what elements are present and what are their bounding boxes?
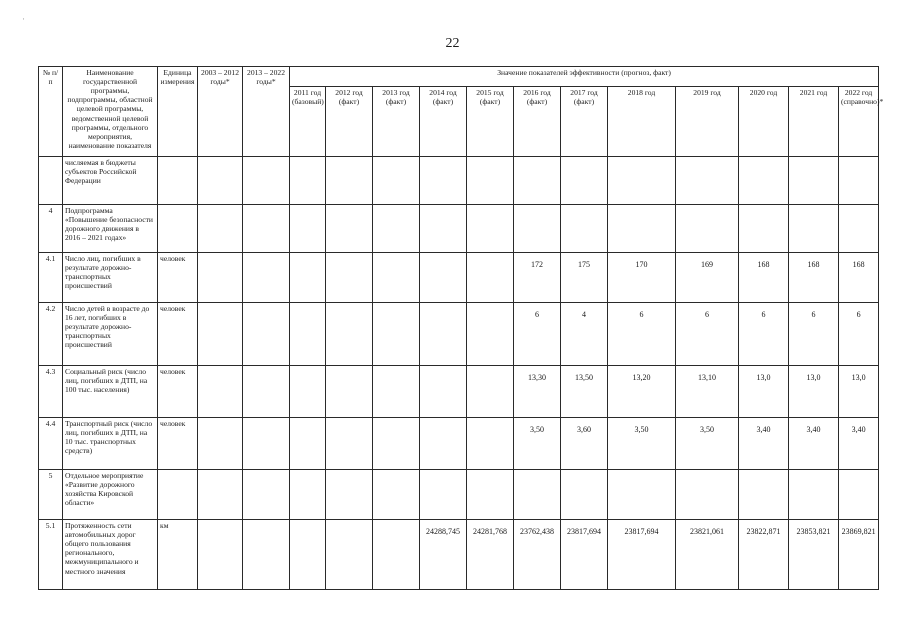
table-row [39,157,879,205]
table-row [39,520,879,590]
value-cell [290,253,326,303]
value-cell [290,418,326,470]
table-row [39,418,879,470]
indicator-name: числяемая в бюджеты субъектов Российской Федерации [63,157,158,205]
value-cell [676,157,739,205]
row-number: 4 [39,205,63,253]
value-cell [290,205,326,253]
cell-2013-2022 [243,520,290,590]
cell-2013-2022 [243,253,290,303]
header-name: Наименование государственной программы, подпрограммы, областной целевой программы, ведомственной целевой программы, отдельного мероприятия, наименование показателя [63,67,158,157]
row-number: 5 [39,470,63,520]
value-cell: 6 [676,303,739,366]
value-cell: 3,50 [608,418,676,470]
value-cell [467,470,514,520]
value-cell [420,253,467,303]
value-cell: 23853,821 [789,520,839,590]
header-year: 2019 год [676,87,739,157]
value-cell [290,520,326,590]
row-number: 4.1 [39,253,63,303]
value-cell: 6 [839,303,879,366]
cell-2003-2012 [198,253,243,303]
value-cell: 168 [739,253,789,303]
value-cell [467,303,514,366]
table-row [39,303,879,366]
indicator-name: Число лиц, погибших в результате дорожно-транспортных происшествий [63,253,158,303]
unit-cell: человек [158,253,198,303]
value-cell [290,303,326,366]
value-cell [514,470,561,520]
header-unit: Единица измерения [158,67,198,157]
row-number: 4.3 [39,366,63,418]
unit-cell [158,205,198,253]
value-cell [561,157,608,205]
header-year: 2016 год (факт) [514,87,561,157]
header-no: № п/п [39,67,63,157]
cell-2013-2022 [243,157,290,205]
value-cell: 6 [739,303,789,366]
header-year: 2017 год (факт) [561,87,608,157]
value-cell: 24281,768 [467,520,514,590]
indicator-name: Подпрограмма «Повышение безопасности дорожного движения в 2016 – 2021 годах» [63,205,158,253]
value-cell: 3,40 [739,418,789,470]
cell-2003-2012 [198,205,243,253]
cell-2013-2022 [243,303,290,366]
value-cell [789,470,839,520]
row-number: 5.1 [39,520,63,590]
cell-2003-2012 [198,303,243,366]
value-cell [326,470,373,520]
value-cell [608,157,676,205]
value-cell [373,253,420,303]
value-cell [561,205,608,253]
value-cell [326,418,373,470]
value-cell: 13,50 [561,366,608,418]
header-year: 2011 год (базовый) [290,87,326,157]
value-cell [467,253,514,303]
value-cell: 168 [839,253,879,303]
unit-cell: человек [158,366,198,418]
header-2003-2012: 2003 – 2012 годы* [198,67,243,157]
value-cell [420,303,467,366]
unit-cell: человек [158,418,198,470]
value-cell: 23817,694 [561,520,608,590]
cell-2003-2012 [198,157,243,205]
value-cell [326,303,373,366]
value-cell: 23762,438 [514,520,561,590]
value-cell [326,366,373,418]
value-cell [420,418,467,470]
table-row [39,470,879,520]
value-cell [420,366,467,418]
value-cell: 175 [561,253,608,303]
value-cell [373,205,420,253]
value-cell: 23869,821 [839,520,879,590]
value-cell [739,157,789,205]
value-cell: 13,10 [676,366,739,418]
cell-2003-2012 [198,520,243,590]
value-cell [467,418,514,470]
value-cell [789,157,839,205]
value-cell: 3,40 [789,418,839,470]
value-cell [326,520,373,590]
table-row [39,253,879,303]
value-cell [561,470,608,520]
value-cell [739,470,789,520]
cell-2003-2012 [198,470,243,520]
value-cell [467,366,514,418]
cell-2013-2022 [243,470,290,520]
header-year: 2022 год (справочно)* [839,87,879,157]
unit-cell: км [158,520,198,590]
value-cell: 13,30 [514,366,561,418]
indicator-name: Протяженность сети автомобильных дорог общего пользования регионального, межмуниципального и местного значения [63,520,158,590]
header-group-title: Значение показателей эффективности (прогноз, факт) [290,67,879,87]
value-cell: 168 [789,253,839,303]
value-cell [467,205,514,253]
unit-cell: человек [158,303,198,366]
value-cell: 23822,871 [739,520,789,590]
row-number [39,157,63,205]
indicator-name: Социальный риск (число лиц, погибших в ДТП, на 100 тыс. населения) [63,366,158,418]
indicator-name: Отдельное мероприятие «Развитие дорожного хозяйства Кировской области» [63,470,158,520]
indicators-table [38,66,884,590]
value-cell [839,205,879,253]
value-cell: 6 [608,303,676,366]
value-cell [373,418,420,470]
header-year: 2013 год (факт) [373,87,420,157]
cell-2013-2022 [243,418,290,470]
value-cell: 172 [514,253,561,303]
value-cell [514,157,561,205]
value-cell: 3,40 [839,418,879,470]
table-row [39,205,879,253]
value-cell [290,157,326,205]
header-year: 2014 год (факт) [420,87,467,157]
header-year: 2015 год (факт) [467,87,514,157]
scan-speck: · [22,14,25,24]
value-cell: 23817,694 [608,520,676,590]
value-cell [373,470,420,520]
value-cell [373,303,420,366]
value-cell [326,205,373,253]
value-cell: 3,50 [514,418,561,470]
value-cell [467,157,514,205]
indicator-name: Транспортный риск (число лиц, погибших в ДТП, на 10 тыс. транспортных средств) [63,418,158,470]
value-cell: 170 [608,253,676,303]
value-cell [420,205,467,253]
value-cell [839,157,879,205]
cell-2003-2012 [198,366,243,418]
value-cell [608,470,676,520]
page-number: 22 [445,36,460,51]
header-year: 2012 год (факт) [326,87,373,157]
value-cell [420,157,467,205]
value-cell [839,470,879,520]
cell-2013-2022 [243,366,290,418]
header-row-top [39,67,879,87]
value-cell [739,205,789,253]
value-cell [420,470,467,520]
value-cell: 169 [676,253,739,303]
cell-2013-2022 [243,205,290,253]
value-cell [373,520,420,590]
value-cell [290,366,326,418]
header-year: 2018 год [608,87,676,157]
value-cell [326,157,373,205]
value-cell [608,205,676,253]
value-cell [514,205,561,253]
value-cell [373,157,420,205]
value-cell: 13,0 [839,366,879,418]
cell-2003-2012 [198,418,243,470]
value-cell: 23821,061 [676,520,739,590]
value-cell [373,366,420,418]
value-cell [676,205,739,253]
row-number: 4.4 [39,418,63,470]
value-cell [676,470,739,520]
header-year: 2020 год [739,87,789,157]
value-cell [326,253,373,303]
row-number: 4.2 [39,303,63,366]
header-year: 2021 год [789,87,839,157]
value-cell: 13,20 [608,366,676,418]
value-cell: 13,0 [789,366,839,418]
table-body [39,157,879,590]
value-cell: 3,50 [676,418,739,470]
value-cell [290,470,326,520]
value-cell: 24288,745 [420,520,467,590]
header-2013-2022: 2013 – 2022 годы* [243,67,290,157]
indicator-name: Число детей в возрасте до 16 лет, погибших в результате дорожно-транспортных происшествий [63,303,158,366]
value-cell: 3,60 [561,418,608,470]
unit-cell [158,157,198,205]
unit-cell [158,470,198,520]
value-cell: 6 [514,303,561,366]
value-cell: 4 [561,303,608,366]
value-cell: 6 [789,303,839,366]
table-row [39,366,879,418]
value-cell [789,205,839,253]
value-cell: 13,0 [739,366,789,418]
